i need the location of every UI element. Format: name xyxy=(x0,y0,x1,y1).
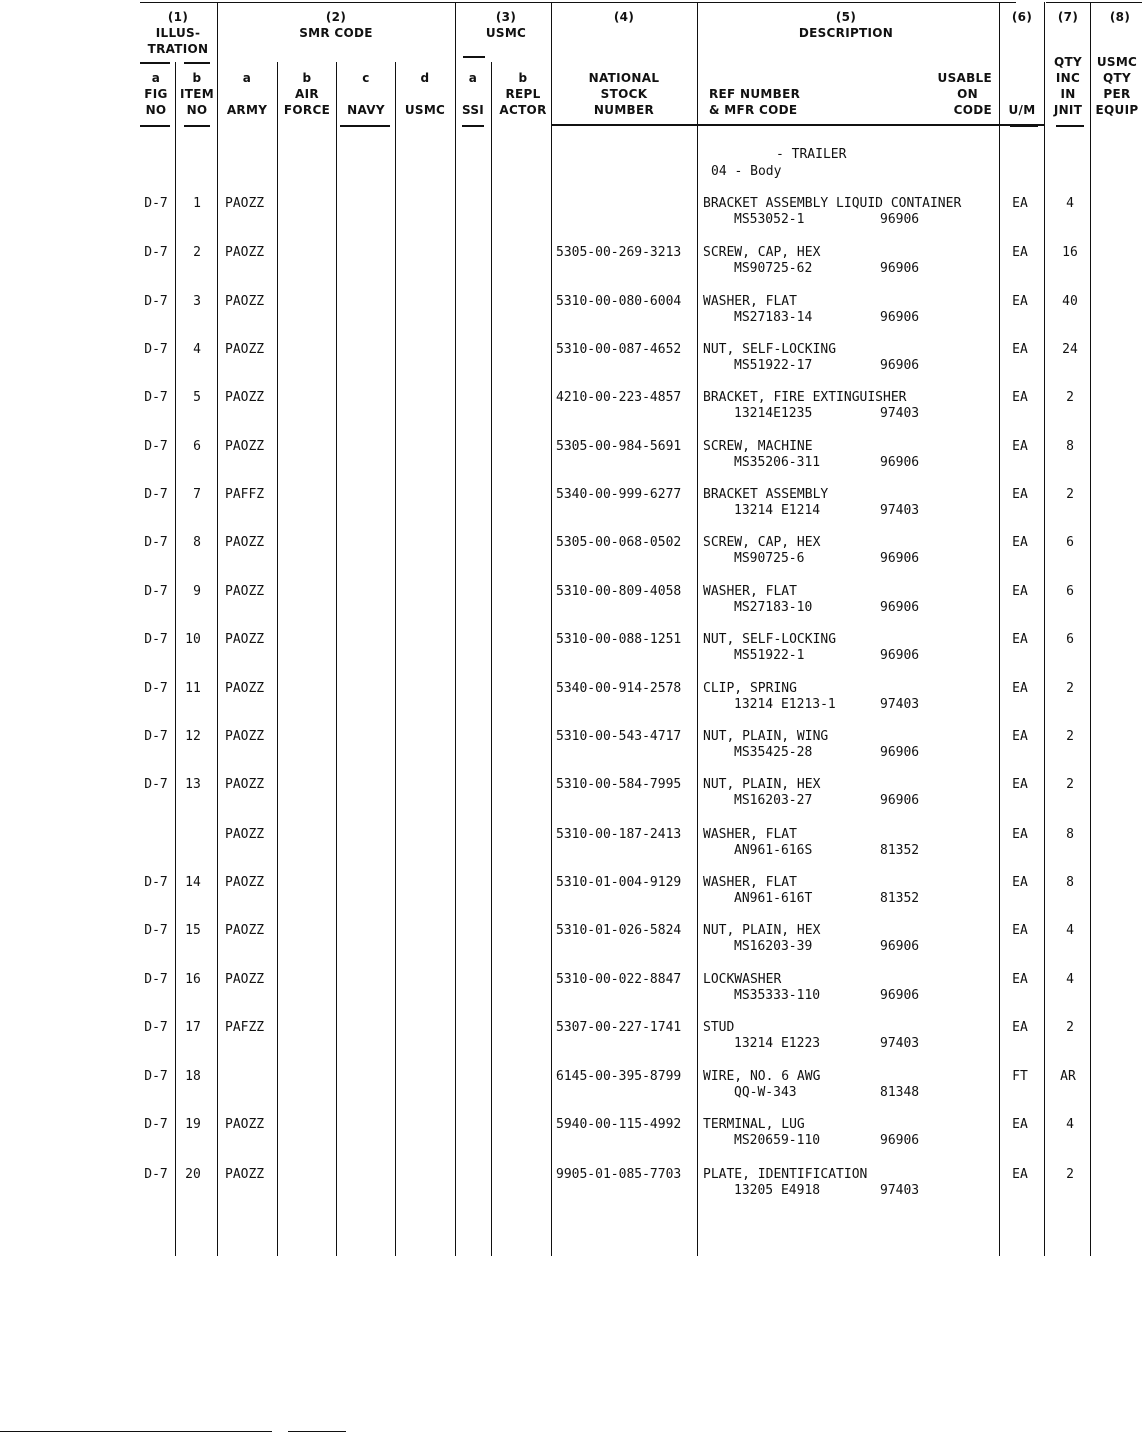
col2-title: SMR CODE xyxy=(299,26,373,40)
mfr-code: 97403 xyxy=(880,1036,920,1051)
unit-of-measure: EA xyxy=(1012,681,1028,696)
mfr-code: 96906 xyxy=(880,551,920,566)
ref-number: MS16203-27 xyxy=(734,793,813,808)
description: NUT, PLAIN, WING xyxy=(703,729,829,744)
qty: 4 xyxy=(1066,1117,1074,1132)
section-subtitle: 04 - Body xyxy=(711,164,782,179)
sub-label: NUMBER xyxy=(593,103,655,117)
subhead-underline xyxy=(184,125,210,127)
item-no: 5 xyxy=(193,390,201,405)
item-no: 6 xyxy=(193,439,201,454)
col2-heading xyxy=(299,9,373,41)
qty: 40 xyxy=(1062,294,1078,309)
unit-of-measure: EA xyxy=(1012,1117,1028,1132)
unit-of-measure: EA xyxy=(1012,196,1028,211)
army-heading xyxy=(227,70,267,118)
fig-no: D-7 xyxy=(144,875,168,890)
qty: 24 xyxy=(1062,342,1078,357)
smr-code: PAFZZ xyxy=(225,1020,265,1035)
smr-code: PAOZZ xyxy=(225,390,265,405)
footer-rule xyxy=(0,1431,272,1432)
unit-of-measure: EA xyxy=(1012,729,1028,744)
fig-no: D-7 xyxy=(144,294,168,309)
sub-label: ITEM xyxy=(180,87,214,101)
usmc-qty-heading xyxy=(1096,54,1139,118)
smr-code: PAOZZ xyxy=(225,294,265,309)
mfr-code: 97403 xyxy=(880,406,920,421)
sub-label: ON xyxy=(957,87,978,101)
col-divider xyxy=(999,2,1000,1256)
unit-of-measure: FT xyxy=(1012,1069,1028,1084)
qty: 2 xyxy=(1066,1167,1074,1182)
mfr-code: 96906 xyxy=(880,261,920,276)
col3-heading xyxy=(486,9,526,41)
mfr-code: 96906 xyxy=(880,793,920,808)
description: SCREW, CAP, HEX xyxy=(703,535,821,550)
nsn: 5310-00-187-2413 xyxy=(556,827,682,842)
smr-code: PAOZZ xyxy=(225,777,265,792)
qty: 4 xyxy=(1066,923,1074,938)
description: LOCKWASHER xyxy=(703,972,782,987)
sub-label: QTY xyxy=(1054,55,1082,69)
subhead-underline xyxy=(1056,125,1084,127)
col-divider xyxy=(455,2,456,1256)
qty: 2 xyxy=(1066,777,1074,792)
smr-code: PAOZZ xyxy=(225,875,265,890)
smr-code: PAOZZ xyxy=(225,923,265,938)
mfr-code: 96906 xyxy=(880,648,920,663)
navy-heading xyxy=(347,70,385,118)
description: NUT, SELF-LOCKING xyxy=(703,342,837,357)
sub-label: ARMY xyxy=(226,103,268,117)
mfr-code: 96906 xyxy=(880,1133,920,1148)
table-row xyxy=(0,1117,1142,1157)
item-no-heading xyxy=(180,70,214,118)
description: BRACKET ASSEMBLY LIQUID CONTAINER xyxy=(703,196,962,211)
col5-heading xyxy=(799,9,893,41)
nsn-heading xyxy=(589,70,660,118)
description: SCREW, CAP, HEX xyxy=(703,245,821,260)
unit-of-measure: EA xyxy=(1012,390,1028,405)
table-row xyxy=(0,584,1142,624)
mfr-code: 97403 xyxy=(880,697,920,712)
item-no: 7 xyxy=(193,487,201,502)
description: WASHER, FLAT xyxy=(703,875,797,890)
table-row xyxy=(0,294,1142,334)
nsn: 9905-01-085-7703 xyxy=(556,1167,682,1182)
ref-number: MS27183-10 xyxy=(734,600,813,615)
qty: 4 xyxy=(1066,196,1074,211)
fig-no: D-7 xyxy=(144,1020,168,1035)
fig-no: D-7 xyxy=(144,487,168,502)
fig-no: D-7 xyxy=(144,1117,168,1132)
item-no: 1 xyxy=(193,196,201,211)
table-row xyxy=(0,390,1142,430)
smr-code: PAOZZ xyxy=(225,535,265,550)
col1-label: TRATION xyxy=(147,42,209,56)
smr-code: PAOZZ xyxy=(225,972,265,987)
nsn: 5310-00-543-4717 xyxy=(556,729,682,744)
item-no: 8 xyxy=(193,535,201,550)
sub-label: & MFR CODE xyxy=(709,103,798,117)
col3-title: USMC xyxy=(485,26,527,40)
item-no: 15 xyxy=(185,923,201,938)
fig-no: D-7 xyxy=(144,245,168,260)
ssi-heading xyxy=(462,70,484,118)
unit-of-measure: EA xyxy=(1012,294,1028,309)
col1-heading xyxy=(148,9,209,57)
qty: 6 xyxy=(1066,632,1074,647)
sub-label: USMC xyxy=(404,103,446,117)
item-no: 4 xyxy=(193,342,201,357)
sub-label: REPL xyxy=(505,87,541,101)
sub-label: USMC xyxy=(1096,55,1138,69)
sub-label: ACTOR xyxy=(499,103,547,117)
sub-letter: c xyxy=(362,71,370,85)
item-no: 3 xyxy=(193,294,201,309)
sub-label: SSI xyxy=(461,103,485,117)
nsn: 5310-00-088-1251 xyxy=(556,632,682,647)
sub-label: IN xyxy=(1060,87,1076,101)
ref-number: MS51922-17 xyxy=(734,358,813,373)
qty: AR xyxy=(1060,1069,1076,1084)
qty: 2 xyxy=(1066,681,1074,696)
table-row xyxy=(0,777,1142,817)
unit-of-measure: EA xyxy=(1012,487,1028,502)
sub-label: INC xyxy=(1055,71,1081,85)
sub-label: NAVY xyxy=(347,103,385,117)
unit-of-measure: EA xyxy=(1012,923,1028,938)
table-row xyxy=(0,1020,1142,1060)
sub-letter: b xyxy=(302,71,312,85)
nsn: 5305-00-068-0502 xyxy=(556,535,682,550)
sub-label: FIG xyxy=(144,87,168,101)
unit-of-measure: EA xyxy=(1012,439,1028,454)
table-row xyxy=(0,681,1142,721)
ref-number: 13205 E4918 xyxy=(734,1183,821,1198)
description: WASHER, FLAT xyxy=(703,294,797,309)
unit-of-measure: EA xyxy=(1012,1167,1028,1182)
unit-of-measure: EA xyxy=(1012,1020,1028,1035)
description: CLIP, SPRING xyxy=(703,681,797,696)
mfr-code: 96906 xyxy=(880,745,920,760)
nsn: 5340-00-999-6277 xyxy=(556,487,682,502)
nsn: 5310-00-087-4652 xyxy=(556,342,682,357)
repl-factor-heading xyxy=(499,70,546,118)
ref-number: QQ-W-343 xyxy=(734,1085,797,1100)
unit-of-measure: EA xyxy=(1012,632,1028,647)
nsn: 4210-00-223-4857 xyxy=(556,390,682,405)
fig-no: D-7 xyxy=(144,972,168,987)
sub-label: CODE xyxy=(953,103,992,117)
table-row xyxy=(0,342,1142,382)
mfr-code: 96906 xyxy=(880,939,920,954)
smr-code: PAFFZ xyxy=(225,487,265,502)
mfr-code: 96906 xyxy=(880,600,920,615)
smr-code: PAOZZ xyxy=(225,1167,265,1182)
smr-code: PAOZZ xyxy=(225,439,265,454)
ref-number: MS35425-28 xyxy=(734,745,813,760)
qty: 2 xyxy=(1066,1020,1074,1035)
mfr-code: 96906 xyxy=(880,212,920,227)
smr-code: PAOZZ xyxy=(225,1117,265,1132)
unit-of-measure: EA xyxy=(1012,342,1028,357)
unit-of-measure: EA xyxy=(1012,972,1028,987)
ref-number: MS53052-1 xyxy=(734,212,805,227)
smr-code: PAOZZ xyxy=(225,196,265,211)
qty: 8 xyxy=(1066,827,1074,842)
unit-of-measure: EA xyxy=(1012,584,1028,599)
usable-on-heading xyxy=(938,70,992,118)
description: WASHER, FLAT xyxy=(703,827,797,842)
fig-no: D-7 xyxy=(144,342,168,357)
mfr-code: 81348 xyxy=(880,1085,920,1100)
subhead-underline xyxy=(462,125,484,127)
fig-no: D-7 xyxy=(144,535,168,550)
smr-code: PAOZZ xyxy=(225,632,265,647)
sub-letter: a xyxy=(151,71,161,85)
unit-of-measure: EA xyxy=(1012,245,1028,260)
footer-rule xyxy=(288,1431,346,1432)
sub-label: PER xyxy=(1103,87,1131,101)
table-row xyxy=(0,535,1142,575)
fig-no: D-7 xyxy=(144,390,168,405)
mfr-code: 81352 xyxy=(880,843,920,858)
col5-title: DESCRIPTION xyxy=(798,26,894,40)
item-no: 14 xyxy=(185,875,201,890)
ref-number: 13214 E1213-1 xyxy=(734,697,836,712)
table-row xyxy=(0,632,1142,672)
mfr-code: 96906 xyxy=(880,455,920,470)
sub-label: QTY xyxy=(1103,71,1131,85)
description: WASHER, FLAT xyxy=(703,584,797,599)
sub-label: NATIONAL xyxy=(588,71,660,85)
description: BRACKET ASSEMBLY xyxy=(703,487,829,502)
qty: 6 xyxy=(1066,584,1074,599)
col-divider xyxy=(1044,2,1045,1256)
table-row xyxy=(0,827,1142,867)
nsn: 5310-00-022-8847 xyxy=(556,972,682,987)
usmc-smr-heading xyxy=(405,70,445,118)
fig-no-heading xyxy=(144,70,167,118)
description: PLATE, IDENTIFICATION xyxy=(703,1167,868,1182)
description: WIRE, NO. 6 AWG xyxy=(703,1069,821,1084)
header-bottom-rule xyxy=(552,124,1044,126)
description: STUD xyxy=(703,1020,735,1035)
description: BRACKET, FIRE EXTINGUISHER xyxy=(703,390,907,405)
fig-no: D-7 xyxy=(144,923,168,938)
ref-number: MS35333-110 xyxy=(734,988,821,1003)
sub-label: JNIT xyxy=(1053,103,1083,117)
sub-label: NO xyxy=(186,103,208,117)
nsn: 5310-00-584-7995 xyxy=(556,777,682,792)
qty: 2 xyxy=(1066,487,1074,502)
air-force-heading xyxy=(284,70,330,118)
description: NUT, PLAIN, HEX xyxy=(703,777,821,792)
table-row xyxy=(0,875,1142,915)
sub-letter: b xyxy=(192,71,202,85)
table-row xyxy=(0,729,1142,769)
col7-number: (7) xyxy=(1057,10,1079,24)
unit-of-measure: EA xyxy=(1012,875,1028,890)
col-divider xyxy=(697,2,698,1256)
table-row xyxy=(0,923,1142,963)
nsn: 5940-00-115-4992 xyxy=(556,1117,682,1132)
col2-number: (2) xyxy=(325,10,347,24)
col1-number: (1) xyxy=(167,10,189,24)
subhead-underline xyxy=(340,125,390,127)
ref-number: MS90725-62 xyxy=(734,261,813,276)
col1-label: ILLUS- xyxy=(155,26,201,40)
qty: 16 xyxy=(1062,245,1078,260)
mfr-code: 96906 xyxy=(880,988,920,1003)
item-no: 11 xyxy=(185,681,201,696)
fig-no: D-7 xyxy=(144,584,168,599)
mfr-code: 96906 xyxy=(880,310,920,325)
top-border xyxy=(140,2,1016,3)
col3-number: (3) xyxy=(495,10,517,24)
top-border-right xyxy=(1046,2,1142,3)
nsn: 5310-00-080-6004 xyxy=(556,294,682,309)
fig-no: D-7 xyxy=(144,1167,168,1182)
subhead-underline xyxy=(184,62,210,64)
smr-code: PAOZZ xyxy=(225,729,265,744)
item-no: 9 xyxy=(193,584,201,599)
qty: 8 xyxy=(1066,439,1074,454)
subhead-underline xyxy=(463,56,485,58)
ref-number: AN961-616T xyxy=(734,891,813,906)
subhead-underline xyxy=(140,62,170,64)
qty-inc-heading xyxy=(1054,54,1082,118)
item-no: 18 xyxy=(185,1069,201,1084)
nsn: 5305-00-269-3213 xyxy=(556,245,682,260)
ref-number: MS90725-6 xyxy=(734,551,805,566)
item-no: 13 xyxy=(185,777,201,792)
fig-no: D-7 xyxy=(144,777,168,792)
ref-number: MS35206-311 xyxy=(734,455,821,470)
nsn: 5310-00-809-4058 xyxy=(556,584,682,599)
table-row xyxy=(0,972,1142,1012)
nsn: 5310-01-026-5824 xyxy=(556,923,682,938)
fig-no: D-7 xyxy=(144,729,168,744)
sub-label: STOCK xyxy=(600,87,648,101)
mfr-code: 97403 xyxy=(880,503,920,518)
col6-number: (6) xyxy=(1011,10,1033,24)
mfr-code: 81352 xyxy=(880,891,920,906)
fig-no: D-7 xyxy=(144,196,168,211)
item-no: 19 xyxy=(185,1117,201,1132)
smr-code: PAOZZ xyxy=(225,584,265,599)
qty: 6 xyxy=(1066,535,1074,550)
sub-label: FORCE xyxy=(283,103,331,117)
description: NUT, PLAIN, HEX xyxy=(703,923,821,938)
sub-letter: b xyxy=(518,71,528,85)
qty: 8 xyxy=(1066,875,1074,890)
qty: 2 xyxy=(1066,729,1074,744)
sub-label: NO xyxy=(145,103,167,117)
section-title: - TRAILER xyxy=(776,147,847,162)
table-row xyxy=(0,1167,1142,1207)
ref-number: MS51922-1 xyxy=(734,648,805,663)
ref-number: MS16203-39 xyxy=(734,939,813,954)
fig-no: D-7 xyxy=(144,439,168,454)
ref-number: 13214E1235 xyxy=(734,406,813,421)
subhead-underline xyxy=(140,125,170,127)
subhead-underline xyxy=(1010,125,1038,127)
sub-letter: a xyxy=(242,71,252,85)
table-row xyxy=(0,196,1142,236)
nsn: 5310-01-004-9129 xyxy=(556,875,682,890)
table-row xyxy=(0,1069,1142,1109)
nsn: 5305-00-984-5691 xyxy=(556,439,682,454)
sub-letter: a xyxy=(468,71,478,85)
smr-code: PAOZZ xyxy=(225,827,265,842)
smr-code: PAOZZ xyxy=(225,681,265,696)
unit-of-measure: EA xyxy=(1012,827,1028,842)
col-divider xyxy=(551,2,552,1256)
description: NUT, SELF-LOCKING xyxy=(703,632,837,647)
col-divider xyxy=(1090,2,1091,1256)
col-divider xyxy=(217,2,218,1256)
fig-no: D-7 xyxy=(144,681,168,696)
qty: 4 xyxy=(1066,972,1074,987)
nsn: 5340-00-914-2578 xyxy=(556,681,682,696)
sub-label: USABLE xyxy=(937,71,992,85)
ref-number: 13214 E1223 xyxy=(734,1036,821,1051)
description: SCREW, MACHINE xyxy=(703,439,813,454)
unit-of-measure: EA xyxy=(1012,777,1028,792)
col4-number: (4) xyxy=(613,10,635,24)
ref-number: 13214 E1214 xyxy=(734,503,821,518)
qty: 2 xyxy=(1066,390,1074,405)
ref-number-heading xyxy=(709,86,800,118)
mfr-code: 96906 xyxy=(880,358,920,373)
item-no: 12 xyxy=(185,729,201,744)
col8-number: (8) xyxy=(1109,10,1131,24)
um-heading: U/M xyxy=(1008,103,1036,117)
item-no: 20 xyxy=(185,1167,201,1182)
fig-no: D-7 xyxy=(144,632,168,647)
mfr-code: 97403 xyxy=(880,1183,920,1198)
ref-number: MS27183-14 xyxy=(734,310,813,325)
unit-of-measure: EA xyxy=(1012,535,1028,550)
sub-label: REF NUMBER xyxy=(709,87,801,101)
item-no: 17 xyxy=(185,1020,201,1035)
item-no: 10 xyxy=(185,632,201,647)
sub-label: AIR xyxy=(295,87,319,101)
item-no: 2 xyxy=(193,245,201,260)
item-no: 16 xyxy=(185,972,201,987)
sub-letter: d xyxy=(420,71,430,85)
smr-code: PAOZZ xyxy=(225,342,265,357)
description: TERMINAL, LUG xyxy=(703,1117,805,1132)
smr-code: PAOZZ xyxy=(225,245,265,260)
nsn: 6145-00-395-8799 xyxy=(556,1069,682,1084)
col5-number: (5) xyxy=(835,10,857,24)
fig-no: D-7 xyxy=(144,1069,168,1084)
table-row xyxy=(0,245,1142,285)
nsn: 5307-00-227-1741 xyxy=(556,1020,682,1035)
ref-number: AN961-616S xyxy=(734,843,813,858)
ref-number: MS20659-110 xyxy=(734,1133,821,1148)
sub-label: EQUIP xyxy=(1095,103,1139,117)
table-row xyxy=(0,487,1142,527)
table-row xyxy=(0,439,1142,479)
